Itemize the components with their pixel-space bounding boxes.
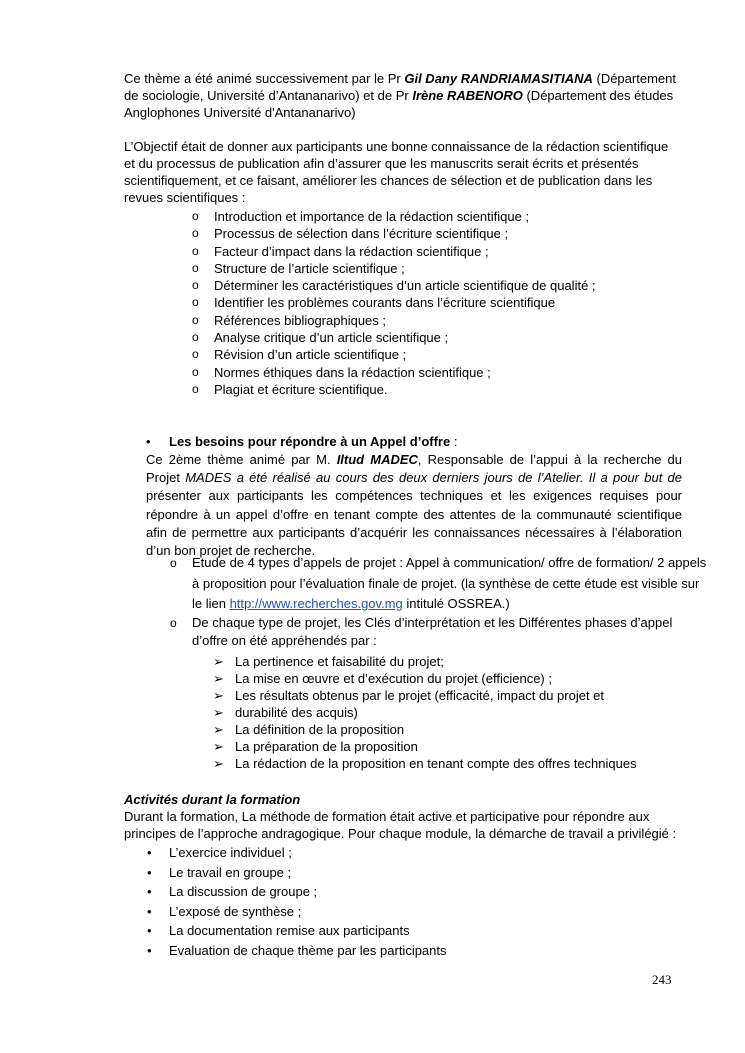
topic-item: [192, 277, 596, 294]
topic-item-text: Introduction et importance de la rédaction scientifique ;: [214, 209, 530, 224]
topic-item-marker: o: [192, 278, 199, 293]
phase-item-text: La préparation de la proposition: [235, 739, 418, 754]
speaker-name-1: Gil Dany RANDRIAMASITIANA: [404, 71, 593, 86]
phase-item-text: La rédaction de la proposition en tenant compte des offres techniques: [235, 756, 637, 771]
activity-item: [147, 921, 447, 941]
topic-item-marker: o: [192, 226, 199, 241]
activity-item-marker: •: [147, 923, 152, 939]
topic-item-text: Analyse critique d’un article scientifique ;: [214, 330, 449, 346]
activity-item-text: L’exercice individuel ;: [169, 845, 292, 860]
topic-item: [192, 381, 596, 398]
topic-item: [192, 225, 596, 242]
activities-list: [147, 843, 447, 961]
intro-text-3: (Département des études Anglophones Université d'Antananarivo): [124, 88, 674, 120]
topic-item-marker: o: [192, 381, 199, 396]
topic-item-text: Plagiat et écriture scientifique.: [214, 381, 388, 397]
phase-item-marker: ➢: [213, 756, 224, 771]
phase-item-text: durabilité des acquis): [235, 705, 358, 720]
topic-item: [192, 294, 596, 311]
topic-item: [192, 243, 596, 260]
phase-item-text: La mise en œuvre et d’exécution du projet (efficience) ;: [235, 671, 552, 686]
activity-item-marker: •: [147, 884, 152, 900]
topic-item: [192, 208, 596, 225]
phase-item: [213, 670, 637, 687]
activity-item-text: Le travail en groupe ;: [169, 864, 292, 880]
besoins-heading: Les besoins pour répondre à un Appel d’offre :: [169, 434, 458, 449]
recherches-link[interactable]: http://www.recherches.gov.mg: [229, 596, 403, 611]
page-number: 243: [652, 972, 672, 987]
phase-item-marker: ➢: [213, 688, 224, 703]
types-circle-mark: o: [170, 616, 177, 630]
topics-list: [192, 208, 596, 398]
phases-list: [213, 653, 637, 772]
besoins-bullet: •: [146, 434, 151, 449]
phase-item: [213, 653, 637, 670]
phase-item-text: Les résultats obtenus par le projet (efficacité, impact du projet et: [235, 688, 605, 703]
topic-item: [192, 312, 596, 329]
activities-paragraph: Durant la formation, La méthode de formation était active et participative pour répondre aux principes de l’approche andragogique. Pour chaque module, la démarche de travail a privilégié :: [124, 809, 677, 841]
phase-item: [213, 721, 637, 738]
topic-item: [192, 260, 596, 277]
intro-text-1: Ce thème a été animé successivement par le Pr: [124, 71, 405, 86]
activity-item-marker: •: [147, 942, 152, 958]
activity-item-text: L’exposé de synthèse ;: [169, 903, 302, 919]
objective-paragraph: L’Objectif était de donner aux participants une bonne connaissance de la rédaction scientifique et du processus de publication afin d’assurer que les manuscrits serait écrits et présentés scientifiquement, et ce faisant, améliorer les chances de sélection et de publication dans les revues scientifiques :: [124, 139, 669, 205]
topic-item-text: Structure de l’article scientifique ;: [214, 260, 405, 276]
topic-item-text: Déterminer les caractéristiques d’un article scientifique de qualité ;: [214, 278, 596, 294]
phase-item-marker: ➢: [213, 671, 224, 686]
phase-item-text: La pertinence et faisabilité du projet;: [235, 654, 444, 669]
presenter-name: Iltud MADEC: [336, 452, 418, 467]
activity-item: [147, 863, 447, 883]
topic-item-marker: o: [192, 330, 199, 345]
activity-item-text: La documentation remise aux participants: [169, 923, 410, 939]
phase-item-text: La définition de la proposition: [235, 722, 405, 737]
activity-item: [147, 882, 447, 902]
topic-item-marker: o: [192, 347, 199, 362]
phase-item-marker: ➢: [213, 739, 224, 754]
activity-item: [147, 843, 447, 863]
topic-item: [192, 364, 596, 381]
topic-item: [192, 346, 596, 363]
topic-item-text: Identifier les problèmes courants dans l’écriture scientifique: [214, 295, 556, 311]
topic-item-marker: o: [192, 260, 199, 275]
phase-item: [213, 755, 637, 772]
speaker-name-2: Irène RABENORO: [412, 88, 523, 103]
activity-item-text: Evaluation de chaque thème par les participants: [169, 942, 447, 958]
intro-paragraph: [124, 70, 680, 121]
topic-item-marker: o: [192, 364, 199, 379]
phase-item: [213, 738, 637, 755]
topic-item: [192, 329, 596, 346]
activities-title: Activités durant la formation: [124, 792, 301, 807]
phase-item-marker: ➢: [213, 705, 224, 720]
types-text: De chaque type de projet, les Clés d’interprétation et les Différentes phases d’appel d’offre on été appréhendés par :: [192, 615, 673, 648]
topic-item-marker: o: [192, 312, 199, 327]
activity-item: [147, 941, 447, 961]
topic-item-marker: o: [192, 295, 199, 310]
intro-text-2: (Département de sociologie, Université d’Antananarivo) et de Pr: [124, 71, 676, 103]
activity-item-marker: •: [147, 864, 152, 880]
phase-item-marker: ➢: [213, 654, 224, 669]
topic-item-text: Révision d’un article scientifique ;: [214, 347, 407, 363]
activity-item-text: La discussion de groupe ;: [169, 884, 318, 900]
activity-item-marker: •: [147, 845, 152, 860]
topic-item-text: Processus de sélection dans l’écriture scientifique ;: [214, 226, 509, 242]
phase-item: [213, 687, 637, 704]
study-text: Etude de 4 types d’appels de projet : Appel à communication/ offre de formation/ 2 appels à proposition pour l’évaluation finale de projet. (la synthèse de cette étude est visible sur le lien http://www.recherches.gov.mg intitulé OSSREA.): [192, 555, 707, 611]
topic-item-marker: o: [192, 243, 199, 258]
besoins-paragraph: Ce 2ème thème animé par M. Iltud MADEC, Responsable de l’appui à la recherche du Projet MADES a été réalisé au cours des deux derniers jours de l’Atelier. Il a pour but de présenter aux participants les compétences techniques et les exigences requises pour répondre à un appel d’offre en tenant compte des attentes de la communauté scientifique afin de permettre aux participants d’acquérir les connaissances nécessaires à l’élaboration d’un bon projet de recherche.: [146, 452, 683, 559]
topic-item-text: Normes éthiques dans la rédaction scientifique ;: [214, 364, 491, 380]
activity-item: [147, 902, 447, 922]
topic-item-text: Références bibliographiques ;: [214, 312, 386, 328]
study-circle-mark: o: [170, 556, 177, 570]
topic-item-text: Facteur d’impact dans la rédaction scientifique ;: [214, 243, 489, 259]
phase-item-marker: ➢: [213, 722, 224, 737]
activity-item-marker: •: [147, 903, 152, 919]
phase-item: [213, 704, 637, 721]
topic-item-marker: o: [192, 209, 199, 223]
